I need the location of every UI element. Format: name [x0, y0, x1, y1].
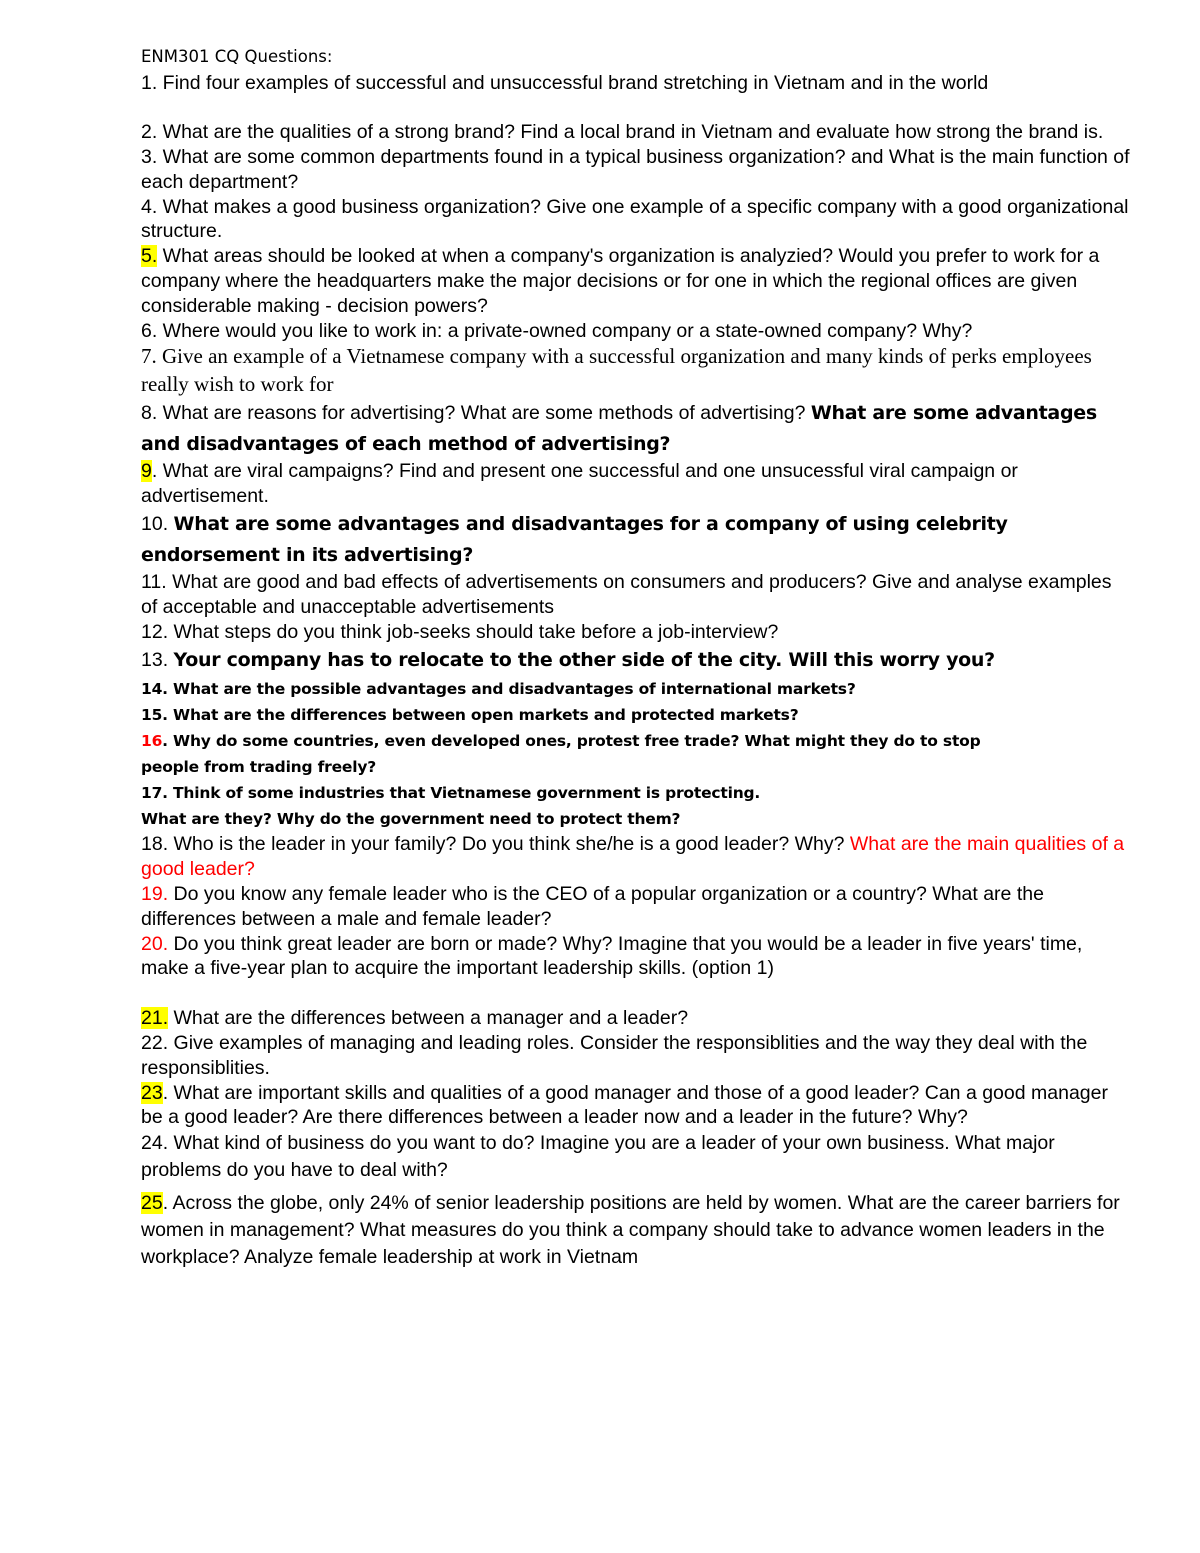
question-12: 12. What steps do you think job-seeks should take before a job-interview? [141, 620, 779, 643]
question-text: What are the differences between a manager and a leader? [168, 1007, 689, 1030]
highlighted-number: 5. [141, 245, 158, 268]
question-1: 1. Find four examples of successful and unsuccessful brand stretching in Vietnam and in the world [141, 71, 989, 94]
question-25 [141, 1190, 1131, 1271]
highlighted-number: 23 [141, 1081, 163, 1104]
red-number: 19. [141, 883, 169, 906]
question-9 [141, 459, 1131, 509]
question-5 [141, 244, 1131, 318]
question-text: 8. What are reasons for advertising? What are some methods of advertising? [141, 402, 811, 425]
question-text-bold: Your company has to relocate to the other side of the city. Will this worry you? [173, 649, 995, 672]
question-6: 6. Where would you like to work in: a private-owned company or a state-owned company? Why? [141, 319, 973, 342]
question-text: . What are important skills and qualities of a good manager and those of a good leader? Can a good manager be a good leader? Are there differences between a leader now and a leader in the future? Why? [141, 1081, 1108, 1129]
question-text: . Across the globe, only 24% of senior leadership positions are held by women. What are the career barriers for women in management? What measures do you think a company should take to advance women leaders in the workplace? Analyze female leadership at work in Vietnam [141, 1192, 1120, 1269]
question-18 [141, 832, 1131, 882]
document-title: ENM301 CQ Questions: [141, 47, 333, 66]
highlighted-number: 25 [141, 1192, 163, 1215]
highlighted-number: 21. [141, 1007, 169, 1030]
question-text-line2: What are they? Why do the government need to protect them? [141, 810, 681, 829]
question-16 [141, 728, 1131, 780]
question-24: 24. What kind of business do you want to do? Imagine you are a leader of your own business. What major problems do you have to deal with? [141, 1132, 1055, 1182]
question-3: 3. What are some common departments found in a typical business organization? and What is the main function of each department? [141, 146, 1130, 193]
spacer [141, 981, 1131, 1006]
question-text: 17. Think of some industries that Vietnamese government is protecting. [141, 784, 761, 803]
question-21 [141, 1006, 1131, 1031]
spacer [141, 95, 1131, 120]
question-4: 4. What makes a good business organization? Give one example of a specific company with a good organizational structure. [141, 195, 1129, 243]
question-23 [141, 1081, 1131, 1131]
question-10 [141, 509, 1131, 570]
highlighted-number: 9 [141, 460, 152, 483]
question-17 [141, 780, 1131, 832]
question-number: 13. [141, 649, 174, 672]
question-text: Do you think great leader are born or made? Why? Imagine that you would be a leader in five years' time, make a five-year plan to acquire the important leadership skills. (option 1) [141, 932, 1083, 980]
question-15: 15. What are the differences between open markets and protected markets? [141, 706, 799, 725]
question-19 [141, 882, 1131, 932]
question-text: . Why do some countries, even developed ones, protest free trade? What might they do to stop [162, 732, 981, 751]
question-13 [141, 644, 1131, 676]
question-text-red: What are the main qualities of a good leader? [141, 833, 1125, 881]
document-page [141, 44, 1131, 1271]
question-text-line2: people from trading freely? [141, 758, 377, 777]
question-2: 2. What are the qualities of a strong brand? Find a local brand in Vietnam and evaluate how strong the brand is. [141, 121, 1104, 144]
question-text: Do you know any female leader who is the CEO of a popular organization or a country? What are the differences between a male and female leader? [141, 883, 1044, 930]
red-number: 20. [141, 932, 169, 955]
question-14: 14. What are the possible advantages and disadvantages of international markets? [141, 680, 856, 699]
question-text: What areas should be looked at when a company's organization is analyzied? Would you prefer to work for a company where the headquarters make the major decisions or for one in which the regional offices are given considerable making - decision powers? [141, 245, 1100, 317]
question-8 [141, 398, 1131, 459]
question-text-bold: What are some advantages and disadvantages of each method of advertising? [141, 402, 1097, 455]
question-20 [141, 932, 1131, 982]
question-11: 11. What are good and bad effects of advertisements on consumers and producers? Give and analyse examples of acceptable and unacceptable advertisements [141, 571, 1112, 618]
question-7: 7. Give an example of a Vietnamese company with a successful organization and many kinds of perks employees really wish to work for [141, 344, 1092, 396]
question-text: . What are viral campaigns? Find and present one successful and one unsucessful viral campaign or advertisement. [141, 460, 1018, 508]
question-number: 10. [141, 513, 174, 536]
red-number: 16 [141, 732, 163, 751]
question-text: 18. Who is the leader in your family? Do you think she/he is a good leader? Why? [141, 833, 850, 856]
question-22: 22. Give examples of managing and leading roles. Consider the responsiblities and the way they deal with the responsiblities. [141, 1032, 1088, 1079]
question-text-bold: What are some advantages and disadvantages for a company of using celebrity endorsement in its advertising? [141, 513, 1008, 566]
